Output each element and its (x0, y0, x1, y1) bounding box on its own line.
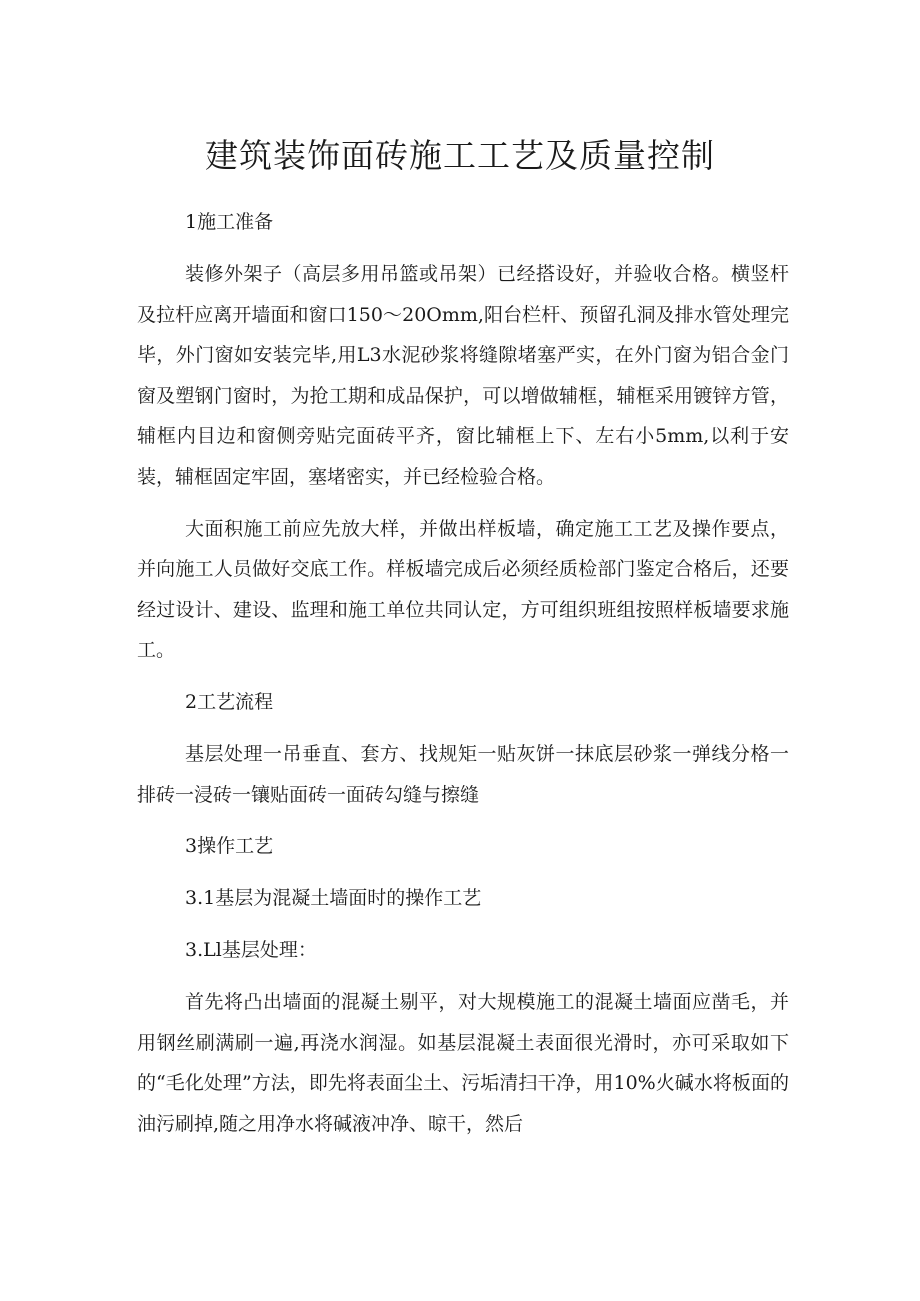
section-heading-process-flow: 2工艺流程 (185, 690, 274, 713)
paragraph-scaffolding: 装修外架子（高层多用吊篮或吊架）已经搭设好，并验收合格。横竖杆及拉杆应离开墙面和窗口150～20Omm,阳台栏杆、预留孔洞及排水管处理完毕，外门窗如安装完毕,用L3水泥砂浆将缝隙堵塞严实，在外门窗为铝合金门窗及塑钢门窗时，为抢工期和成品保护，可以增做辅框，辅框采用镀锌方管，辅框内目边和窗侧旁贴完面砖平齐，窗比辅框上下、左右小5mm,以利于安装，辅框固定牢固，塞堵密实，并已经检验合格。 (137, 263, 789, 488)
paragraph-sample-wall: 大面积施工前应先放大样，并做出样板墙，确定施工工艺及操作要点，并向施工人员做好交底工作。样板墙完成后必须经质检部门鉴定合格后，还要经过设计、建设、监理和施工单位共同认定，方可组织班组按照样板墙要求施工。 (137, 517, 789, 662)
document-body (137, 202, 789, 1156)
section-heading-operation: 3操作工艺 (185, 835, 274, 858)
document-title: 建筑装饰面砖施工工艺及质量控制 (205, 136, 715, 175)
subsection-heading-base-treatment: 3.Ll基层处理： (185, 939, 317, 962)
paragraph-base-treatment: 首先将凸出墙面的混凝土剔平，对大规模施工的混凝土墙面应凿毛，并用钢丝刷满刷一遍,再浇水润湿。如基层混凝土表面很光滑时，亦可采取如下的“毛化处理”方法，即先将表面尘土、污垢清扫干净，用10%火碱水将板面的油污刷掉,随之用净水将碱液冲净、晾干，然后 (137, 991, 789, 1135)
subsection-heading-concrete-wall: 3.1基层为混凝土墙面时的操作工艺 (185, 887, 482, 910)
section-heading-preparation: 1施工准备 (185, 211, 274, 233)
paragraph-process-flow: 基层处理一吊垂直、套方、找规矩一贴灰饼一抹底层砂浆一弹线分格一排砖一浸砖一镶贴面砖一面砖勾缝与擦缝 (137, 742, 789, 806)
